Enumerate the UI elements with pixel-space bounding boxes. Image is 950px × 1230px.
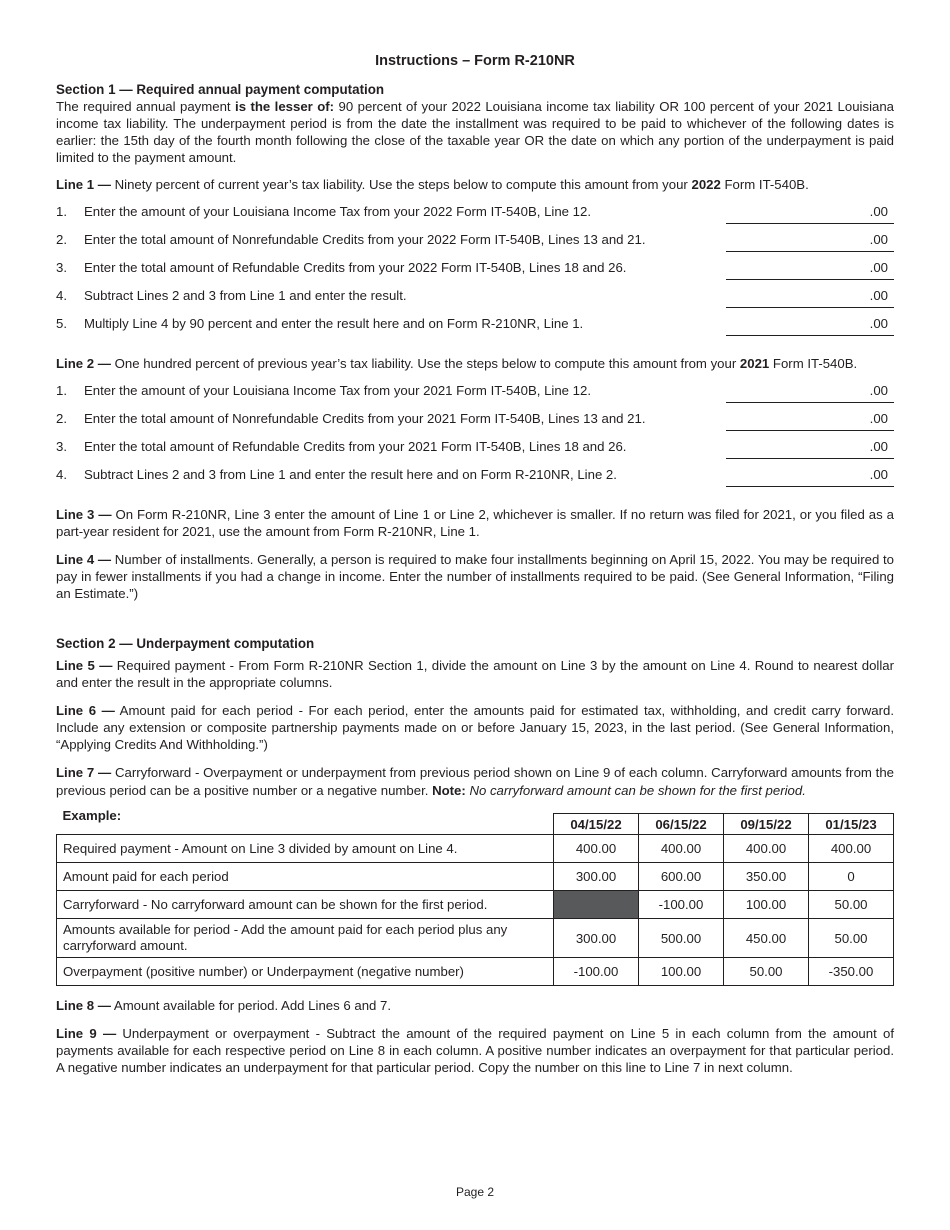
row-label: Carryforward - No carryforward amount can be shown for the first period. bbox=[57, 891, 554, 919]
line-6-description bbox=[56, 702, 894, 753]
line-9-label: Line 9 — bbox=[56, 1026, 117, 1041]
table-cell: 450.00 bbox=[724, 919, 809, 958]
row-label: Amounts available for period - Add the amount paid for each period plus any carryforward amount. bbox=[57, 919, 554, 958]
step-number: 1. bbox=[56, 204, 67, 219]
step-text: Enter the amount of your Louisiana Income Tax from your 2022 Form IT-540B, Line 12. bbox=[84, 204, 592, 219]
table-header-row bbox=[57, 814, 894, 835]
table-cell: -100.00 bbox=[554, 958, 639, 986]
section-1-intro bbox=[56, 98, 894, 166]
line-2-text: One hundred percent of previous year’s tax liability. Use the steps below to compute this amount from your bbox=[110, 356, 740, 371]
shaded-cell bbox=[554, 891, 639, 919]
row-label: Overpayment (positive number) or Underpayment (negative number) bbox=[57, 958, 554, 986]
step-number: 4. bbox=[56, 288, 67, 303]
line-2-description bbox=[56, 355, 894, 372]
amount-field[interactable] bbox=[726, 467, 894, 487]
line-8-label: Line 8 — bbox=[56, 998, 111, 1013]
table-cell: 0 bbox=[809, 863, 894, 891]
amount-field[interactable] bbox=[726, 316, 894, 336]
line-6-label: Line 6 — bbox=[56, 703, 115, 718]
step-text: Enter the total amount of Nonrefundable Credits from your 2021 Form IT-540B, Lines 13 and 21. bbox=[84, 411, 646, 426]
line-3-text: On Form R-210NR, Line 3 enter the amount of Line 1 or Line 2, whichever is smaller. If no return was filed for 2021, or you filed as a part-year resident for 2021, use the amount from Form R-210NR, Line 1. bbox=[56, 507, 894, 539]
line-2-label: Line 2 — bbox=[56, 356, 111, 371]
column-header: 09/15/22 bbox=[724, 814, 809, 835]
line-1-text: Ninety percent of current year’s tax liability. Use the steps below to compute this amount from your bbox=[110, 177, 692, 192]
table-cell: -100.00 bbox=[639, 891, 724, 919]
table-cell: 400.00 bbox=[724, 835, 809, 863]
line-2-step bbox=[56, 467, 894, 487]
section-1-heading: Section 1 — Required annual payment computation bbox=[56, 82, 385, 97]
amount-value: .00 bbox=[869, 439, 888, 454]
example-label-text: Example: bbox=[62, 807, 122, 823]
step-number: 2. bbox=[56, 232, 67, 247]
table-cell: 400.00 bbox=[639, 835, 724, 863]
table-row bbox=[57, 958, 894, 986]
step-number: 2. bbox=[56, 411, 67, 426]
step-text: Multiply Line 4 by 90 percent and enter the result here and on Form R-210NR, Line 1. bbox=[84, 316, 584, 331]
table-cell: 400.00 bbox=[554, 835, 639, 863]
line-8-text: Amount available for period. Add Lines 6 and 7. bbox=[110, 998, 392, 1013]
line-1-description bbox=[56, 176, 894, 193]
amount-field[interactable] bbox=[726, 439, 894, 459]
table-cell: 50.00 bbox=[724, 958, 809, 986]
table-row bbox=[57, 863, 894, 891]
line-5-text: Required payment - From Form R-210NR Section 1, divide the amount on Line 3 by the amount on Line 4. Round to nearest dollar and enter the result in the appropriate columns. bbox=[56, 658, 894, 690]
amount-value: .00 bbox=[869, 232, 888, 247]
table-cell: 600.00 bbox=[639, 863, 724, 891]
line-1-year: 2022 bbox=[691, 177, 721, 192]
step-number: 1. bbox=[56, 383, 67, 398]
table-cell: 100.00 bbox=[639, 958, 724, 986]
line-1-text-end: Form IT-540B. bbox=[720, 177, 809, 192]
example-table bbox=[56, 807, 894, 986]
amount-field[interactable] bbox=[726, 411, 894, 431]
step-text: Enter the total amount of Refundable Credits from your 2021 Form IT-540B, Lines 18 and 26. bbox=[84, 439, 627, 454]
line-4-description bbox=[56, 551, 894, 602]
amount-field[interactable] bbox=[726, 204, 894, 224]
step-text: Enter the total amount of Nonrefundable Credits from your 2022 Form IT-540B, Lines 13 and 21. bbox=[84, 232, 646, 247]
line-2-year: 2021 bbox=[739, 356, 770, 371]
line-1-label: Line 1 — bbox=[56, 177, 111, 192]
note-text: No carryforward amount can be shown for the first period. bbox=[465, 783, 806, 798]
table-cell: -350.00 bbox=[809, 958, 894, 986]
line-1-step bbox=[56, 232, 894, 252]
line-4-text: Number of installments. Generally, a person is required to make four installments beginning on April 15, 2022. You may be required to pay in fewer installments if you had a change in income. Enter the number of installments required to be paid. (See General Information, “Filing an Estimate.”) bbox=[56, 552, 894, 601]
step-text: Enter the total amount of Refundable Credits from your 2022 Form IT-540B, Lines 18 and 26. bbox=[84, 260, 627, 275]
line-2-step bbox=[56, 439, 894, 459]
step-text: Subtract Lines 2 and 3 from Line 1 and enter the result. bbox=[84, 288, 407, 303]
line-5-description bbox=[56, 657, 894, 691]
amount-value: .00 bbox=[869, 467, 888, 482]
column-header: 04/15/22 bbox=[554, 814, 639, 835]
step-text: Subtract Lines 2 and 3 from Line 1 and enter the result here and on Form R-210NR, Line 2. bbox=[84, 467, 617, 482]
amount-field[interactable] bbox=[726, 260, 894, 280]
table-row bbox=[57, 919, 894, 958]
intro-text: The required annual payment bbox=[56, 99, 236, 114]
line-7-description bbox=[56, 764, 894, 800]
amount-field[interactable] bbox=[726, 288, 894, 308]
line-3-description bbox=[56, 506, 894, 540]
table-row bbox=[57, 891, 894, 919]
line-4-label: Line 4 — bbox=[56, 552, 112, 567]
table-cell: 500.00 bbox=[639, 919, 724, 958]
row-label: Required payment - Amount on Line 3 divided by amount on Line 4. bbox=[57, 835, 554, 863]
table-cell: 300.00 bbox=[554, 863, 639, 891]
row-label: Amount paid for each period bbox=[57, 863, 554, 891]
example-label bbox=[57, 807, 554, 835]
table-cell: 300.00 bbox=[554, 919, 639, 958]
line-1-step bbox=[56, 204, 894, 224]
line-9-text: Underpayment or overpayment - Subtract the amount of the required payment on Line 5 in each column from the amount of payments available for each respective period on Line 8 in each column. A positive number indicates an overpayment for that particular period. A negative number indicates an underpayment for that particular period. Copy the number on this line to Line 7 in next column. bbox=[56, 1026, 894, 1075]
page-title: Instructions – Form R-210NR bbox=[375, 53, 575, 69]
page-number: Page 2 bbox=[455, 1185, 495, 1199]
column-header: 06/15/22 bbox=[639, 814, 724, 835]
line-2-step bbox=[56, 411, 894, 431]
step-number: 3. bbox=[56, 260, 67, 275]
line-7-label: Line 7 — bbox=[56, 765, 112, 780]
amount-value: .00 bbox=[869, 204, 888, 219]
step-number: 4. bbox=[56, 467, 67, 482]
line-2-step bbox=[56, 383, 894, 403]
line-2-text-end: Form IT-540B. bbox=[769, 356, 858, 371]
table-row bbox=[57, 835, 894, 863]
line-1-step bbox=[56, 260, 894, 280]
amount-value: .00 bbox=[869, 411, 888, 426]
line-7-text: Carryforward - Overpayment or underpayment from previous period shown on Line 9 of each column. Carryforward amounts from the previous period can be a positive number or a negative number. bbox=[56, 765, 895, 798]
intro-emphasis: is the lesser of: bbox=[235, 99, 335, 114]
table-cell: 400.00 bbox=[809, 835, 894, 863]
step-text: Enter the amount of your Louisiana Income Tax from your 2021 Form IT-540B, Line 12. bbox=[84, 383, 592, 398]
amount-value: .00 bbox=[869, 383, 888, 398]
table-cell: 350.00 bbox=[724, 863, 809, 891]
amount-value: .00 bbox=[869, 288, 888, 303]
line-1-step bbox=[56, 316, 894, 336]
section-2-heading: Section 2 — Underpayment computation bbox=[56, 636, 315, 651]
amount-value: .00 bbox=[869, 316, 888, 331]
table-cell: 50.00 bbox=[809, 919, 894, 958]
intro-text-rest: 90 percent of your 2022 Louisiana income tax liability OR 100 percent of your 2021 Louisiana income tax liability. The underpayment period is from the date the installment was required to be paid to whichever of the following dates is earlier: the 15th day of the fourth month following the close of the taxable year OR the date on which any portion of the underpayment is paid limited to the payment amount. bbox=[56, 99, 895, 165]
line-1-step bbox=[56, 288, 894, 308]
note-label: Note: bbox=[432, 783, 466, 798]
step-number: 3. bbox=[56, 439, 67, 454]
step-number: 5. bbox=[56, 316, 67, 331]
table-cell: 100.00 bbox=[724, 891, 809, 919]
amount-value: .00 bbox=[869, 260, 888, 275]
table-cell: 50.00 bbox=[809, 891, 894, 919]
line-6-text: Amount paid for each period - For each period, enter the amounts paid for estimated tax, withholding, and credit carry forward. Include any extension or composite partnership payments made on or before January 15, 2023, in the last period. (See General Information, “Applying Credits And Withholding.”) bbox=[56, 703, 894, 752]
line-8-description bbox=[56, 997, 894, 1014]
line-9-description bbox=[56, 1025, 894, 1076]
amount-field[interactable] bbox=[726, 232, 894, 252]
line-3-label: Line 3 — bbox=[56, 507, 112, 522]
amount-field[interactable] bbox=[726, 383, 894, 403]
column-header: 01/15/23 bbox=[809, 814, 894, 835]
line-5-label: Line 5 — bbox=[56, 658, 113, 673]
